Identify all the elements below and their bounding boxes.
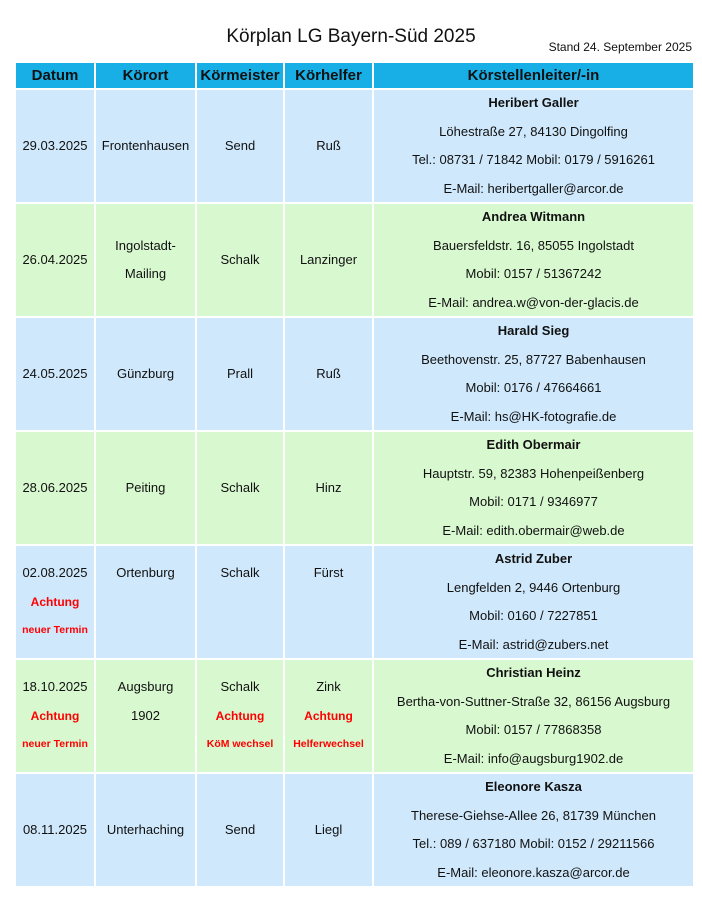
koerhelfer-warning-detail: Helferwechsel xyxy=(293,738,364,751)
koerhelfer-spacer xyxy=(327,588,331,617)
datum-value: 18.10.2025 xyxy=(22,679,88,695)
cell-koerhelfer xyxy=(285,546,372,658)
koerort-spacer xyxy=(144,588,148,617)
leiter-address: Beethovenstr. 25, 87727 Babenhausen xyxy=(421,351,646,367)
koerort-value: Unterhaching xyxy=(106,821,185,837)
cell-koermeister xyxy=(197,660,283,772)
koerort-value: Peiting xyxy=(125,479,166,495)
leiter-address: Therese-Giehse-Allee 26, 81739 München xyxy=(411,807,656,823)
leiter-name: Edith Obermair xyxy=(486,437,581,452)
koerhelfer-value: Liegl xyxy=(314,821,343,837)
koerort-value: Ortenburg xyxy=(116,565,175,581)
leiter-address: Löhestraße 27, 84130 Dingolfing xyxy=(439,123,628,139)
cell-koerhelfer xyxy=(285,432,372,544)
koermeister-value: Schalk xyxy=(220,679,260,695)
cell-datum xyxy=(16,90,94,202)
datum-value: 02.08.2025 xyxy=(22,565,88,581)
cell-koerhelfer xyxy=(285,660,372,772)
cell-koermeister xyxy=(197,204,283,316)
koerort-spacer xyxy=(144,730,148,759)
header-koerhelfer: Körhelfer xyxy=(285,63,372,88)
leiter-phone: Mobil: 0171 / 9346977 xyxy=(469,494,598,509)
datum-warning: Achtung xyxy=(30,708,80,723)
cell-leiter xyxy=(374,432,693,544)
koerhelfer-value: Ruß xyxy=(316,365,341,381)
datum-value: 24.05.2025 xyxy=(22,365,88,381)
cell-koermeister xyxy=(197,432,283,544)
cell-koerort xyxy=(96,90,195,202)
cell-leiter xyxy=(374,318,693,430)
koerhelfer-value: Zink xyxy=(316,679,341,695)
leiter-phone: Mobil: 0157 / 51367242 xyxy=(465,266,602,281)
cell-leiter xyxy=(374,546,693,658)
cell-leiter xyxy=(374,204,693,316)
leiter-email: E-Mail: astrid@zubers.net xyxy=(458,636,609,652)
leiter-email: E-Mail: eleonore.kasza@arcor.de xyxy=(437,864,630,880)
page-title: Körplan LG Bayern-Süd 2025 xyxy=(226,26,476,47)
header-datum: Datum xyxy=(16,63,94,88)
cell-datum xyxy=(16,774,94,886)
leiter-email: E-Mail: heribertgaller@arcor.de xyxy=(443,180,624,196)
leiter-name: Eleonore Kasza xyxy=(485,779,582,794)
cell-datum xyxy=(16,546,94,658)
cell-koermeister xyxy=(197,546,283,658)
koerort-value-line2: Mailing xyxy=(124,266,167,281)
koermeister-spacer xyxy=(238,588,242,617)
koerhelfer-value: Lanzinger xyxy=(299,251,358,267)
cell-koerhelfer xyxy=(285,204,372,316)
cell-leiter xyxy=(374,660,693,772)
header-koermeister: Körmeister xyxy=(197,63,283,88)
cell-koerort xyxy=(96,660,195,772)
koermeister-value: Schalk xyxy=(220,251,260,267)
leiter-email: E-Mail: hs@HK-fotografie.de xyxy=(450,408,617,424)
datum-warning-detail: neuer Termin xyxy=(22,624,88,637)
koerort-value: Ingolstadt- xyxy=(115,237,176,253)
koerort-value: Frontenhausen xyxy=(101,137,190,153)
cell-datum xyxy=(16,432,94,544)
koermeister-value: Send xyxy=(224,821,256,837)
cell-koerort xyxy=(96,546,195,658)
datum-warning-detail: neuer Termin xyxy=(22,738,88,751)
koermeister-spacer xyxy=(238,616,242,645)
leiter-name: Heribert Galler xyxy=(488,95,579,110)
koerhelfer-spacer xyxy=(327,616,331,645)
koerort-value: Günzburg xyxy=(116,365,175,381)
cell-leiter xyxy=(374,90,693,202)
header-leiter: Körstellenleiter/-in xyxy=(374,63,693,88)
cell-datum xyxy=(16,204,94,316)
cell-koerhelfer xyxy=(285,318,372,430)
leiter-phone: Tel.: 08731 / 71842 Mobil: 0179 / 5916261 xyxy=(412,152,655,167)
leiter-address: Bauersfeldstr. 16, 85055 Ingolstadt xyxy=(433,237,634,253)
cell-datum xyxy=(16,660,94,772)
stand-date: Stand 24. September 2025 xyxy=(548,40,692,54)
leiter-name: Andrea Witmann xyxy=(481,209,586,224)
datum-value: 08.11.2025 xyxy=(22,821,88,837)
leiter-address: Hauptstr. 59, 82383 Hohenpeißenberg xyxy=(422,465,645,481)
leiter-phone: Tel.: 089 / 637180 Mobil: 0152 / 29211566 xyxy=(412,836,655,851)
koerplan-table xyxy=(16,63,691,886)
cell-koerort xyxy=(96,774,195,886)
leiter-address: Bertha-von-Suttner-Straße 32, 86156 Augsburg xyxy=(396,693,671,709)
koerhelfer-value: Fürst xyxy=(313,565,344,581)
leiter-name: Astrid Zuber xyxy=(494,551,573,566)
koerhelfer-value: Ruß xyxy=(316,137,341,153)
koerort-value: Augsburg xyxy=(117,679,174,695)
cell-koermeister xyxy=(197,90,283,202)
datum-value: 29.03.2025 xyxy=(22,137,88,153)
cell-koerort xyxy=(96,432,195,544)
leiter-phone: Mobil: 0176 / 47664661 xyxy=(465,380,602,395)
koerhelfer-warning: Achtung xyxy=(304,708,353,723)
leiter-email: E-Mail: andrea.w@von-der-glacis.de xyxy=(428,294,639,310)
koermeister-value: Schalk xyxy=(220,479,260,495)
cell-leiter xyxy=(374,774,693,886)
koermeister-warning-detail: KöM wechsel xyxy=(206,738,274,751)
koermeister-warning: Achtung xyxy=(215,708,265,723)
leiter-name: Harald Sieg xyxy=(497,323,570,338)
cell-koerhelfer xyxy=(285,90,372,202)
datum-value: 28.06.2025 xyxy=(22,479,88,495)
cell-koerort xyxy=(96,204,195,316)
leiter-phone: Mobil: 0160 / 7227851 xyxy=(469,608,598,623)
koermeister-value: Schalk xyxy=(220,565,260,581)
koermeister-value: Prall xyxy=(226,365,253,381)
koermeister-value: Send xyxy=(224,137,256,153)
header-koerort: Körort xyxy=(96,63,195,88)
datum-value: 26.04.2025 xyxy=(22,251,88,267)
leiter-email: E-Mail: info@augsburg1902.de xyxy=(443,750,624,766)
cell-koerhelfer xyxy=(285,774,372,886)
cell-koermeister xyxy=(197,318,283,430)
leiter-address: Lengfelden 2, 9446 Ortenburg xyxy=(446,579,621,595)
leiter-email: E-Mail: edith.obermair@web.de xyxy=(442,522,625,538)
leiter-name: Christian Heinz xyxy=(486,665,581,680)
koerhelfer-value: Hinz xyxy=(315,479,342,495)
koerort-value-line2: 1902 xyxy=(131,707,160,723)
cell-koerort xyxy=(96,318,195,430)
leiter-phone: Mobil: 0157 / 77868358 xyxy=(465,722,602,737)
cell-koermeister xyxy=(197,774,283,886)
cell-datum xyxy=(16,318,94,430)
datum-warning: Achtung xyxy=(30,594,80,609)
koerort-spacer xyxy=(144,616,148,645)
